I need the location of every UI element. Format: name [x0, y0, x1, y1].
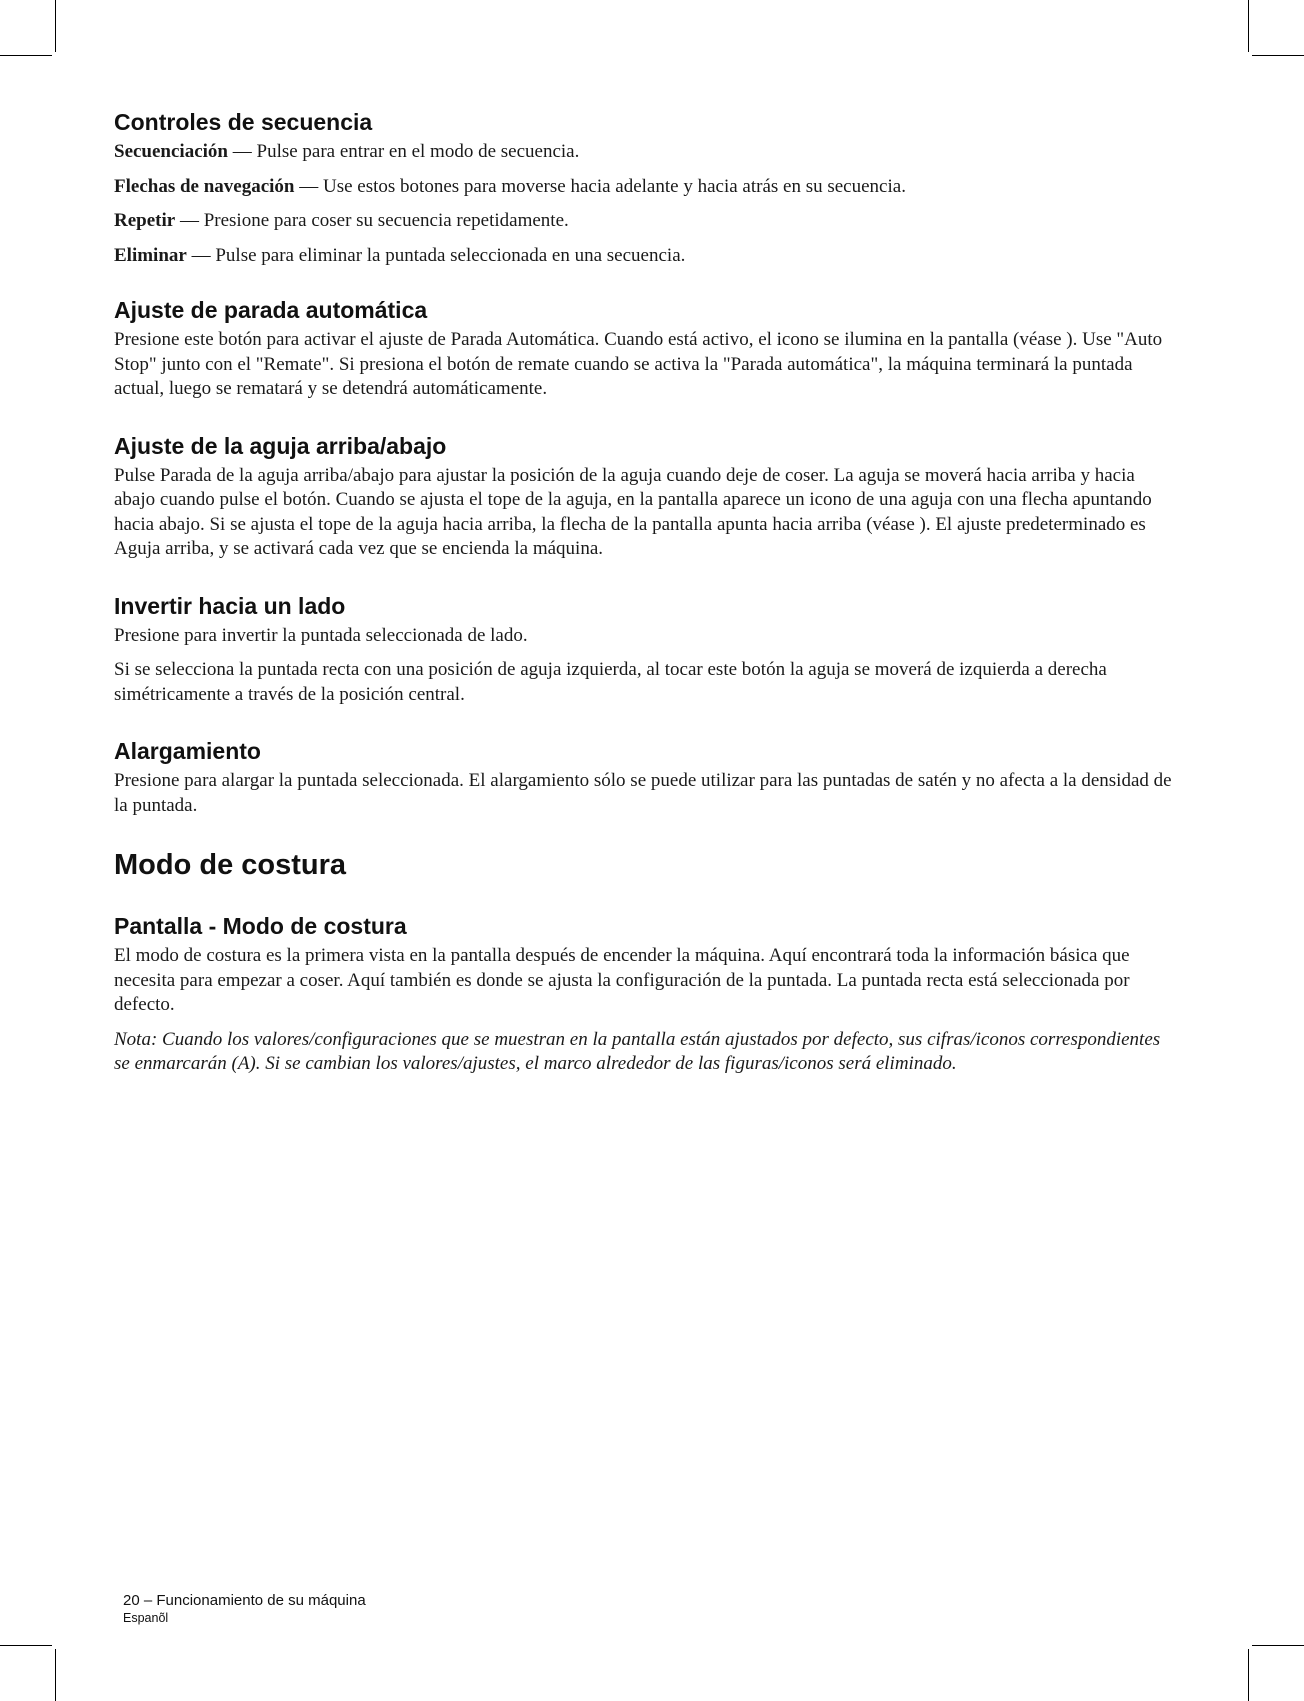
section-auto-stop — [114, 296, 1180, 402]
footer-page-label: 20 – Funcionamiento de su máquina — [123, 1592, 366, 1609]
section-mirror-side — [114, 592, 1180, 708]
body-paragraph: El modo de costura es la primera vista en la pantalla después de encender la máquina. Aquí encontrará toda la información básica que necesita para empezar a coser. Aquí también es donde se ajusta la configuración de la puntada. La puntada recta está seleccionada por defecto. — [114, 945, 1130, 1015]
note-paragraph: Nota: Cuando los valores/configuraciones que se muestran en la pantalla están ajustados por defecto, sus cifras/iconos correspondientes se enmarcarán (A). Si se cambian los valores/ajustes, el marco alrededor de las figuras/iconos será eliminado. — [114, 1028, 1161, 1074]
definition-item — [114, 140, 1180, 165]
body-paragraph: Presione para invertir la puntada seleccionada de lado. — [114, 624, 528, 646]
definition-text: — Pulse para eliminar la puntada seleccionada en una secuencia. — [186, 244, 686, 266]
body-paragraph: Si se selecciona la puntada recta con una posición de aguja izquierda, al tocar este botón la aguja se moverá de izquierda a derecha simétricamente a través de la posición central. — [114, 659, 1107, 705]
definition-term: Repetir — [114, 210, 176, 231]
crop-mark-top-right-h — [1252, 55, 1304, 56]
definition-text: — Use estos botones para moverse hacia adelante y hacia atrás en su secuencia. — [294, 175, 906, 197]
crop-mark-top-left — [55, 0, 56, 52]
body-paragraph: Presione este botón para activar el ajuste de Parada Automática. Cuando está activo, el icono se ilumina en la pantalla (véase ). Use "Auto Stop" junto con el "Remate". Si presiona el botón de remate cuando se activa la "Parada automática", la máquina terminará la puntada actual, luego se rematará y se detendrá automáticamente. — [114, 329, 1163, 399]
definition-item — [114, 209, 1180, 234]
section-heading: Pantalla - Modo de costura — [114, 913, 407, 939]
crop-mark-bottom-right — [1248, 1649, 1249, 1701]
definition-term: Secuenciación — [114, 141, 228, 162]
footer-language: Espanõl — [123, 1611, 169, 1625]
definition-term: Eliminar — [114, 244, 187, 266]
section-heading: Controles de secuencia — [114, 109, 373, 135]
section-heading: Ajuste de parada automática — [114, 297, 428, 323]
section-heading: Ajuste de la aguja arriba/abajo — [114, 432, 447, 459]
definition-item — [114, 244, 1180, 269]
section-sequence-controls — [114, 108, 1180, 268]
definition-text: — Pulse para entrar en el modo de secuencia. — [228, 141, 580, 162]
body-paragraph: Pulse Parada de la aguja arriba/abajo para ajustar la posición de la aguja cuando deje de coser. La aguja se moverá hacia arriba y hacia abajo cuando pulse el botón. Cuando se ajusta el tope de la aguja, en la pantalla aparece un icono de una aguja con una flecha apuntando hacia abajo. Si se ajusta el tope de la aguja hacia arriba, la flecha de la pantalla apunta hacia arriba (véase ). El ajuste predeterminado es Aguja arriba, y se activará cada vez que se encienda la máquina. — [114, 464, 1152, 559]
section-elongation — [114, 737, 1180, 818]
crop-mark-top-right — [1248, 0, 1249, 52]
definition-text: — Presione para coser su secuencia repetidamente. — [175, 210, 569, 231]
page-content — [114, 108, 1180, 1087]
crop-mark-bottom-left — [55, 1649, 56, 1701]
body-paragraph: Presione para alargar la puntada seleccionada. El alargamiento sólo se puede utilizar para las puntadas de satén y no afecta a la densidad de la puntada. — [114, 770, 1172, 816]
section-needle-up-down — [114, 432, 1180, 562]
crop-mark-top-left-h — [0, 55, 52, 56]
section-heading: Invertir hacia un lado — [114, 592, 346, 619]
crop-mark-bottom-right-h — [1252, 1645, 1304, 1646]
section-heading: Alargamiento — [114, 738, 261, 764]
chapter-heading: Modo de costura — [114, 849, 347, 881]
section-sewing-mode — [114, 848, 1180, 1077]
definition-item — [114, 175, 1180, 200]
definition-term: Flechas de navegación — [114, 175, 295, 197]
page-footer — [123, 1592, 366, 1626]
crop-mark-bottom-left-h — [0, 1645, 52, 1646]
